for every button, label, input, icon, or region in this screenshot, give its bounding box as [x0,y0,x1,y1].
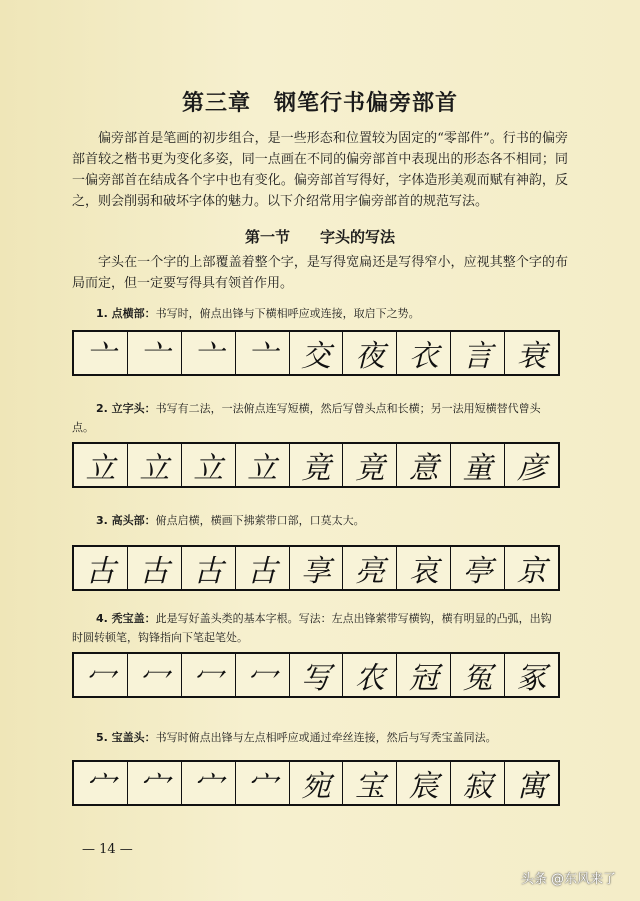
grid-cell: 童 [451,444,505,486]
item-label: 2. 立字头： [96,402,156,415]
grid-cell: 古 [182,547,236,589]
grid-cell: 农 [343,654,397,696]
grid-cell: 冖 [74,654,128,696]
item-label: 3. 高头部： [96,514,156,527]
grid-cell: 宸 [397,762,451,804]
watermark: 头条 @东风来了 [520,872,616,887]
item-text: 书写有二法，一法俯点连写短横，然后写曾头点和长横；另一法用短横替代曾头点。 [72,402,541,434]
grid-cell: 宛 [290,762,344,804]
section-intro-paragraph: 字头在一个字的上部覆盖着整个字，是写得宽扁还是写得窄小，应视其整个字的布局而定，但一定要写得具有领首作用。 [72,255,568,291]
grid-cell: 宀 [74,762,128,804]
grid-cell: 意 [397,444,451,486]
item-text: 俯点启横，横画下拂萦带口部，口莫太大。 [155,514,365,527]
grid-cell: 享 [290,547,344,589]
practice-grid [72,330,560,376]
grid-cell: 亠 [74,332,128,374]
grid-cell: 宀 [236,762,290,804]
grid-cell: 冤 [451,654,505,696]
grid-cell: 衣 [397,332,451,374]
item-description [72,511,562,530]
grid-cell: 亠 [236,332,290,374]
grid-cell: 古 [74,547,128,589]
grid-cell: 竟 [343,444,397,486]
grid-cell: 京 [516,554,547,589]
grid-cell: 亭 [451,547,505,589]
grid-cell: 宝 [343,762,397,804]
grid-cell: 哀 [397,547,451,589]
grid-cell: 古 [128,547,182,589]
grid-cell: 冖 [182,654,236,696]
grid-cell: 冢 [516,661,547,696]
grid-cell: 宀 [128,762,182,804]
grid-cell: 竟 [290,444,344,486]
grid-cell: 夜 [343,332,397,374]
practice-grid [72,442,560,488]
item-text: 书写时俯点出锋与左点相呼应或通过牵丝连接，然后与写秃宝盖同法。 [155,731,497,744]
grid-cell: 宀 [182,762,236,804]
item-text: 此是写好盖头类的基本字根。写法：左点出锋萦带写横钩，横有明显的凸弧，出钩时圆转顿笔，钩锋指向下笔起笔处。 [72,612,552,644]
item-label: 1. 点横部： [96,307,156,320]
grid-cell: 亠 [182,332,236,374]
grid-cell: 古 [236,547,290,589]
grid-cell: 交 [290,332,344,374]
practice-grid [72,545,560,591]
grid-cell: 立 [128,444,182,486]
grid-cell: 亠 [128,332,182,374]
item-text: 书写时，俯点出锋与下横相呼应或连接，取启下之势。 [155,307,420,320]
practice-grid [72,652,560,698]
grid-cell: 寓 [516,769,547,804]
grid-cell: 立 [236,444,290,486]
item-description [72,304,562,323]
item-description [72,609,562,647]
grid-cell: 彦 [516,451,547,486]
grid-cell: 冠 [397,654,451,696]
grid-cell: 立 [182,444,236,486]
grid-cell: 寂 [451,762,505,804]
intro-paragraph: 偏旁部首是笔画的初步组合，是一些形态和位置较为固定的“零部件”。行书的偏旁部首较之楷书更为变化多姿，同一点画在不同的偏旁部首中表现出的形态各不相同；同一偏旁部首在结成各个字中也有变化。偏旁部首写得好，字体造形美观而赋有神韵，反之，则会削弱和破坏字体的魅力。以下介绍常用字偏旁部首的规范写法。 [72,131,568,209]
grid-cell: 冖 [236,654,290,696]
grid-cell: 冖 [128,654,182,696]
grid-cell: 立 [74,444,128,486]
item-label: 4. 秃宝盖： [96,612,156,625]
page-number: — 14 — [82,842,133,857]
grid-cell: 亮 [343,547,397,589]
section-title: 第一节 字头的写法 [244,228,395,246]
item-description [72,399,562,437]
grid-cell: 写 [290,654,344,696]
practice-grid [72,760,560,806]
grid-cell: 言 [451,332,505,374]
grid-cell: 衰 [516,339,547,374]
chapter-title: 第三章 钢笔行书偏旁部首 [181,91,458,116]
item-description [72,728,562,747]
item-label: 5. 宝盖头： [96,731,156,744]
